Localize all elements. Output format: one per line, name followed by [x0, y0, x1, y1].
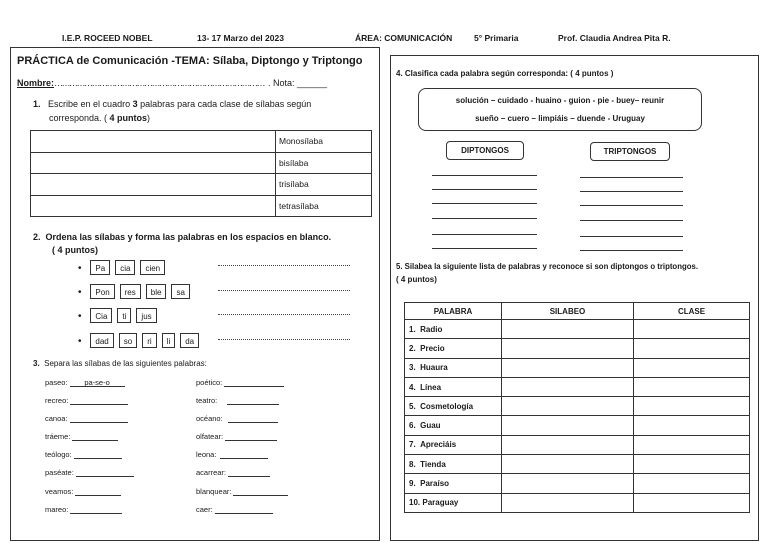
answer-line[interactable] — [218, 290, 350, 291]
separate-item: paseo: pa-se-o — [45, 378, 125, 387]
table-row: 2. Precio — [405, 339, 750, 358]
silabeo-cell[interactable] — [502, 320, 634, 339]
clase-cell[interactable] — [634, 320, 750, 339]
q5-text: 5. Silabea la siguiente lista de palabras y reconoce si son diptongos o triptongos. — [396, 262, 698, 271]
diptongos-header: DIPTONGOS — [446, 141, 524, 160]
page-title: PRÁCTICA de Comunicación -TEMA: Sílaba, Diptongo y Triptongo — [17, 55, 363, 67]
syllable-group-1 — [78, 258, 170, 276]
q4-text: 4. Clasifica cada palabra según corresponda: ( 4 puntos ) — [396, 69, 614, 78]
clase-cell[interactable] — [634, 358, 750, 377]
silabeo-cell[interactable] — [502, 435, 634, 454]
answer-blank[interactable] — [70, 505, 122, 514]
word-bank — [418, 88, 702, 131]
answer-blank[interactable] — [70, 414, 128, 423]
q1-text-2: corresponda. ( 4 puntos) — [49, 113, 151, 123]
answer-cell[interactable] — [31, 152, 276, 174]
separate-item: mareo: — [45, 505, 122, 514]
answer-blank[interactable] — [74, 450, 122, 459]
table-row: 5. Cosmetología — [405, 397, 750, 416]
syllable-box: Pa — [90, 260, 110, 275]
table-row: 1. Radio — [405, 320, 750, 339]
table-row: 9. Paraíso — [405, 474, 750, 493]
clase-cell[interactable] — [634, 377, 750, 396]
bullet-icon: • — [78, 336, 82, 347]
diptongo-line[interactable] — [432, 189, 537, 190]
answer-line[interactable] — [218, 314, 350, 315]
diptongo-line[interactable] — [432, 218, 537, 219]
col-header: SILABEO — [502, 303, 634, 320]
answer-blank[interactable] — [75, 487, 121, 496]
clase-cell[interactable] — [634, 474, 750, 493]
clase-cell[interactable] — [634, 455, 750, 474]
answer-cell[interactable] — [31, 174, 276, 196]
q2-text: 2. Ordena las sílabas y forma las palabras en los espacios en blanco. — [33, 232, 332, 242]
silabeo-cell[interactable] — [502, 455, 634, 474]
answer-blank[interactable] — [70, 396, 128, 405]
clase-cell[interactable] — [634, 397, 750, 416]
answer-blank[interactable] — [227, 396, 279, 405]
word-bank-line-2: sueño – cuero – limpiáis – duende - Uruguay — [475, 114, 645, 123]
syllable-group-3 — [78, 306, 162, 324]
triptongo-line[interactable] — [580, 236, 683, 237]
row-label: Monosílaba — [276, 131, 372, 153]
table-row: 6. Guau — [405, 416, 750, 435]
silabeo-cell[interactable] — [502, 377, 634, 396]
answer-cell[interactable] — [31, 131, 276, 153]
area: ÁREA: COMUNICACIÓN — [355, 33, 453, 43]
separate-item: acarrear: — [196, 468, 270, 477]
answer-blank[interactable] — [215, 505, 273, 514]
syllable-box: res — [120, 284, 141, 299]
separate-item: tráeme: — [45, 432, 118, 441]
syllable-box: so — [119, 333, 137, 348]
word-bank-line-1: solución – cuidado - huaino - guion - pie - buey– reunir — [455, 96, 665, 105]
bullet-icon: • — [78, 263, 82, 274]
clase-cell[interactable] — [634, 416, 750, 435]
row-label: trisílaba — [276, 174, 372, 196]
syllable-box: dad — [90, 333, 113, 348]
answer-blank[interactable] — [76, 468, 134, 477]
triptongo-line[interactable] — [580, 191, 683, 192]
school-name: I.E.P. ROCEED NOBEL — [62, 33, 153, 43]
row-label: bisílaba — [276, 152, 372, 174]
answer-blank[interactable] — [233, 487, 288, 496]
col-header: CLASE — [634, 303, 750, 320]
separate-item: teólogo: — [45, 450, 122, 459]
diptongo-line[interactable] — [432, 203, 537, 204]
classification-table — [404, 302, 750, 513]
separate-item: blanquear: — [196, 487, 288, 496]
silabeo-cell[interactable] — [502, 493, 634, 512]
table-row: 8. Tienda — [405, 455, 750, 474]
bullet-icon: • — [78, 287, 82, 298]
syllable-table — [30, 130, 372, 217]
syllable-box: Pon — [90, 284, 114, 299]
separate-item: océano: — [196, 414, 278, 423]
syllable-box: Cia — [90, 308, 112, 323]
teacher: Prof. Claudia Andrea Pita R. — [558, 33, 671, 43]
triptongo-line[interactable] — [580, 177, 683, 178]
syllable-group-4 — [78, 331, 204, 349]
table-row: 3. Huaura — [405, 358, 750, 377]
clase-cell[interactable] — [634, 435, 750, 454]
silabeo-cell[interactable] — [502, 397, 634, 416]
answer-blank[interactable]: pa-se-o — [70, 378, 125, 387]
syllable-box: li — [162, 333, 176, 348]
dates: 13- 17 Marzo del 2023 — [197, 33, 284, 43]
clase-cell[interactable] — [634, 493, 750, 512]
table-row: 10. Paraguay — [405, 493, 750, 512]
separate-item: canoa: — [45, 414, 128, 423]
answer-line[interactable] — [218, 265, 350, 266]
q1-text: 1. Escribe en el cuadro 3 palabras para cada clase de sílabas según — [33, 99, 312, 109]
triptongo-line[interactable] — [580, 205, 683, 206]
separate-item: paséate: — [45, 468, 134, 477]
bullet-icon: • — [78, 311, 82, 322]
syllable-box: jus — [136, 308, 156, 323]
triptongo-line[interactable] — [580, 220, 683, 221]
table-row: 4. Línea — [405, 377, 750, 396]
name-dots: ………………………………………………………………………… — [54, 78, 265, 88]
separate-item: recreo: — [45, 396, 128, 405]
syllable-group-2 — [78, 282, 195, 300]
syllable-box: ti — [117, 308, 131, 323]
syllable-box: da — [180, 333, 199, 348]
name-line — [17, 78, 264, 88]
diptongo-line[interactable] — [432, 175, 537, 176]
answer-line[interactable] — [218, 339, 350, 340]
separate-item: teatro: — [196, 396, 279, 405]
answer-cell[interactable] — [31, 195, 276, 217]
answer-blank[interactable] — [228, 414, 278, 423]
separate-item: olfatear: — [196, 432, 277, 441]
answer-blank[interactable] — [228, 468, 270, 477]
syllable-box: ble — [146, 284, 167, 299]
row-label: tetrasílaba — [276, 195, 372, 217]
syllable-box: cia — [115, 260, 135, 275]
nota-label: . Nota: ______ — [268, 78, 328, 88]
table-row: 7. Apreciáis — [405, 435, 750, 454]
silabeo-cell[interactable] — [502, 358, 634, 377]
silabeo-cell[interactable] — [502, 416, 634, 435]
q2-points: ( 4 puntos) — [52, 245, 98, 255]
silabeo-cell[interactable] — [502, 339, 634, 358]
clase-cell[interactable] — [634, 339, 750, 358]
diptongo-line[interactable] — [432, 248, 537, 249]
answer-blank[interactable] — [220, 450, 268, 459]
answer-blank[interactable] — [224, 378, 284, 387]
syllable-box: cien — [140, 260, 165, 275]
syllable-box: sa — [171, 284, 189, 299]
separate-item: poético: — [196, 378, 284, 387]
separate-item: leona: — [196, 450, 268, 459]
triptongos-header: TRIPTONGOS — [590, 142, 670, 161]
name-label: Nombre: — [17, 78, 55, 88]
silabeo-cell[interactable] — [502, 474, 634, 493]
q5-points: ( 4 puntos) — [396, 275, 437, 284]
col-header: PALABRA — [405, 303, 502, 320]
q3-text: 3. Separa las sílabas de las siguientes palabras: — [33, 359, 207, 368]
separate-item: caer: — [196, 505, 273, 514]
answer-blank[interactable] — [72, 432, 118, 441]
syllable-box: ri — [142, 333, 156, 348]
separate-item: veamos: — [45, 487, 121, 496]
grade: 5° Primaria — [474, 33, 519, 43]
answer-blank[interactable] — [225, 432, 277, 441]
triptongo-line[interactable] — [580, 250, 683, 251]
diptongo-line[interactable] — [432, 234, 537, 235]
